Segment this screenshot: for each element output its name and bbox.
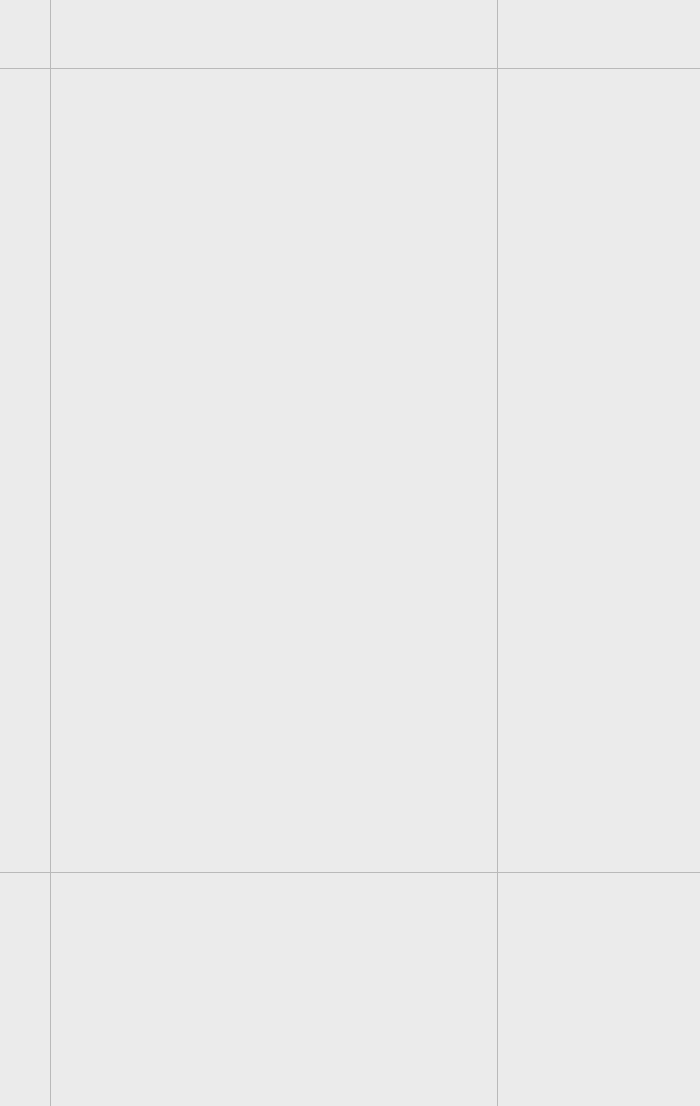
page-header [0,70,700,90]
